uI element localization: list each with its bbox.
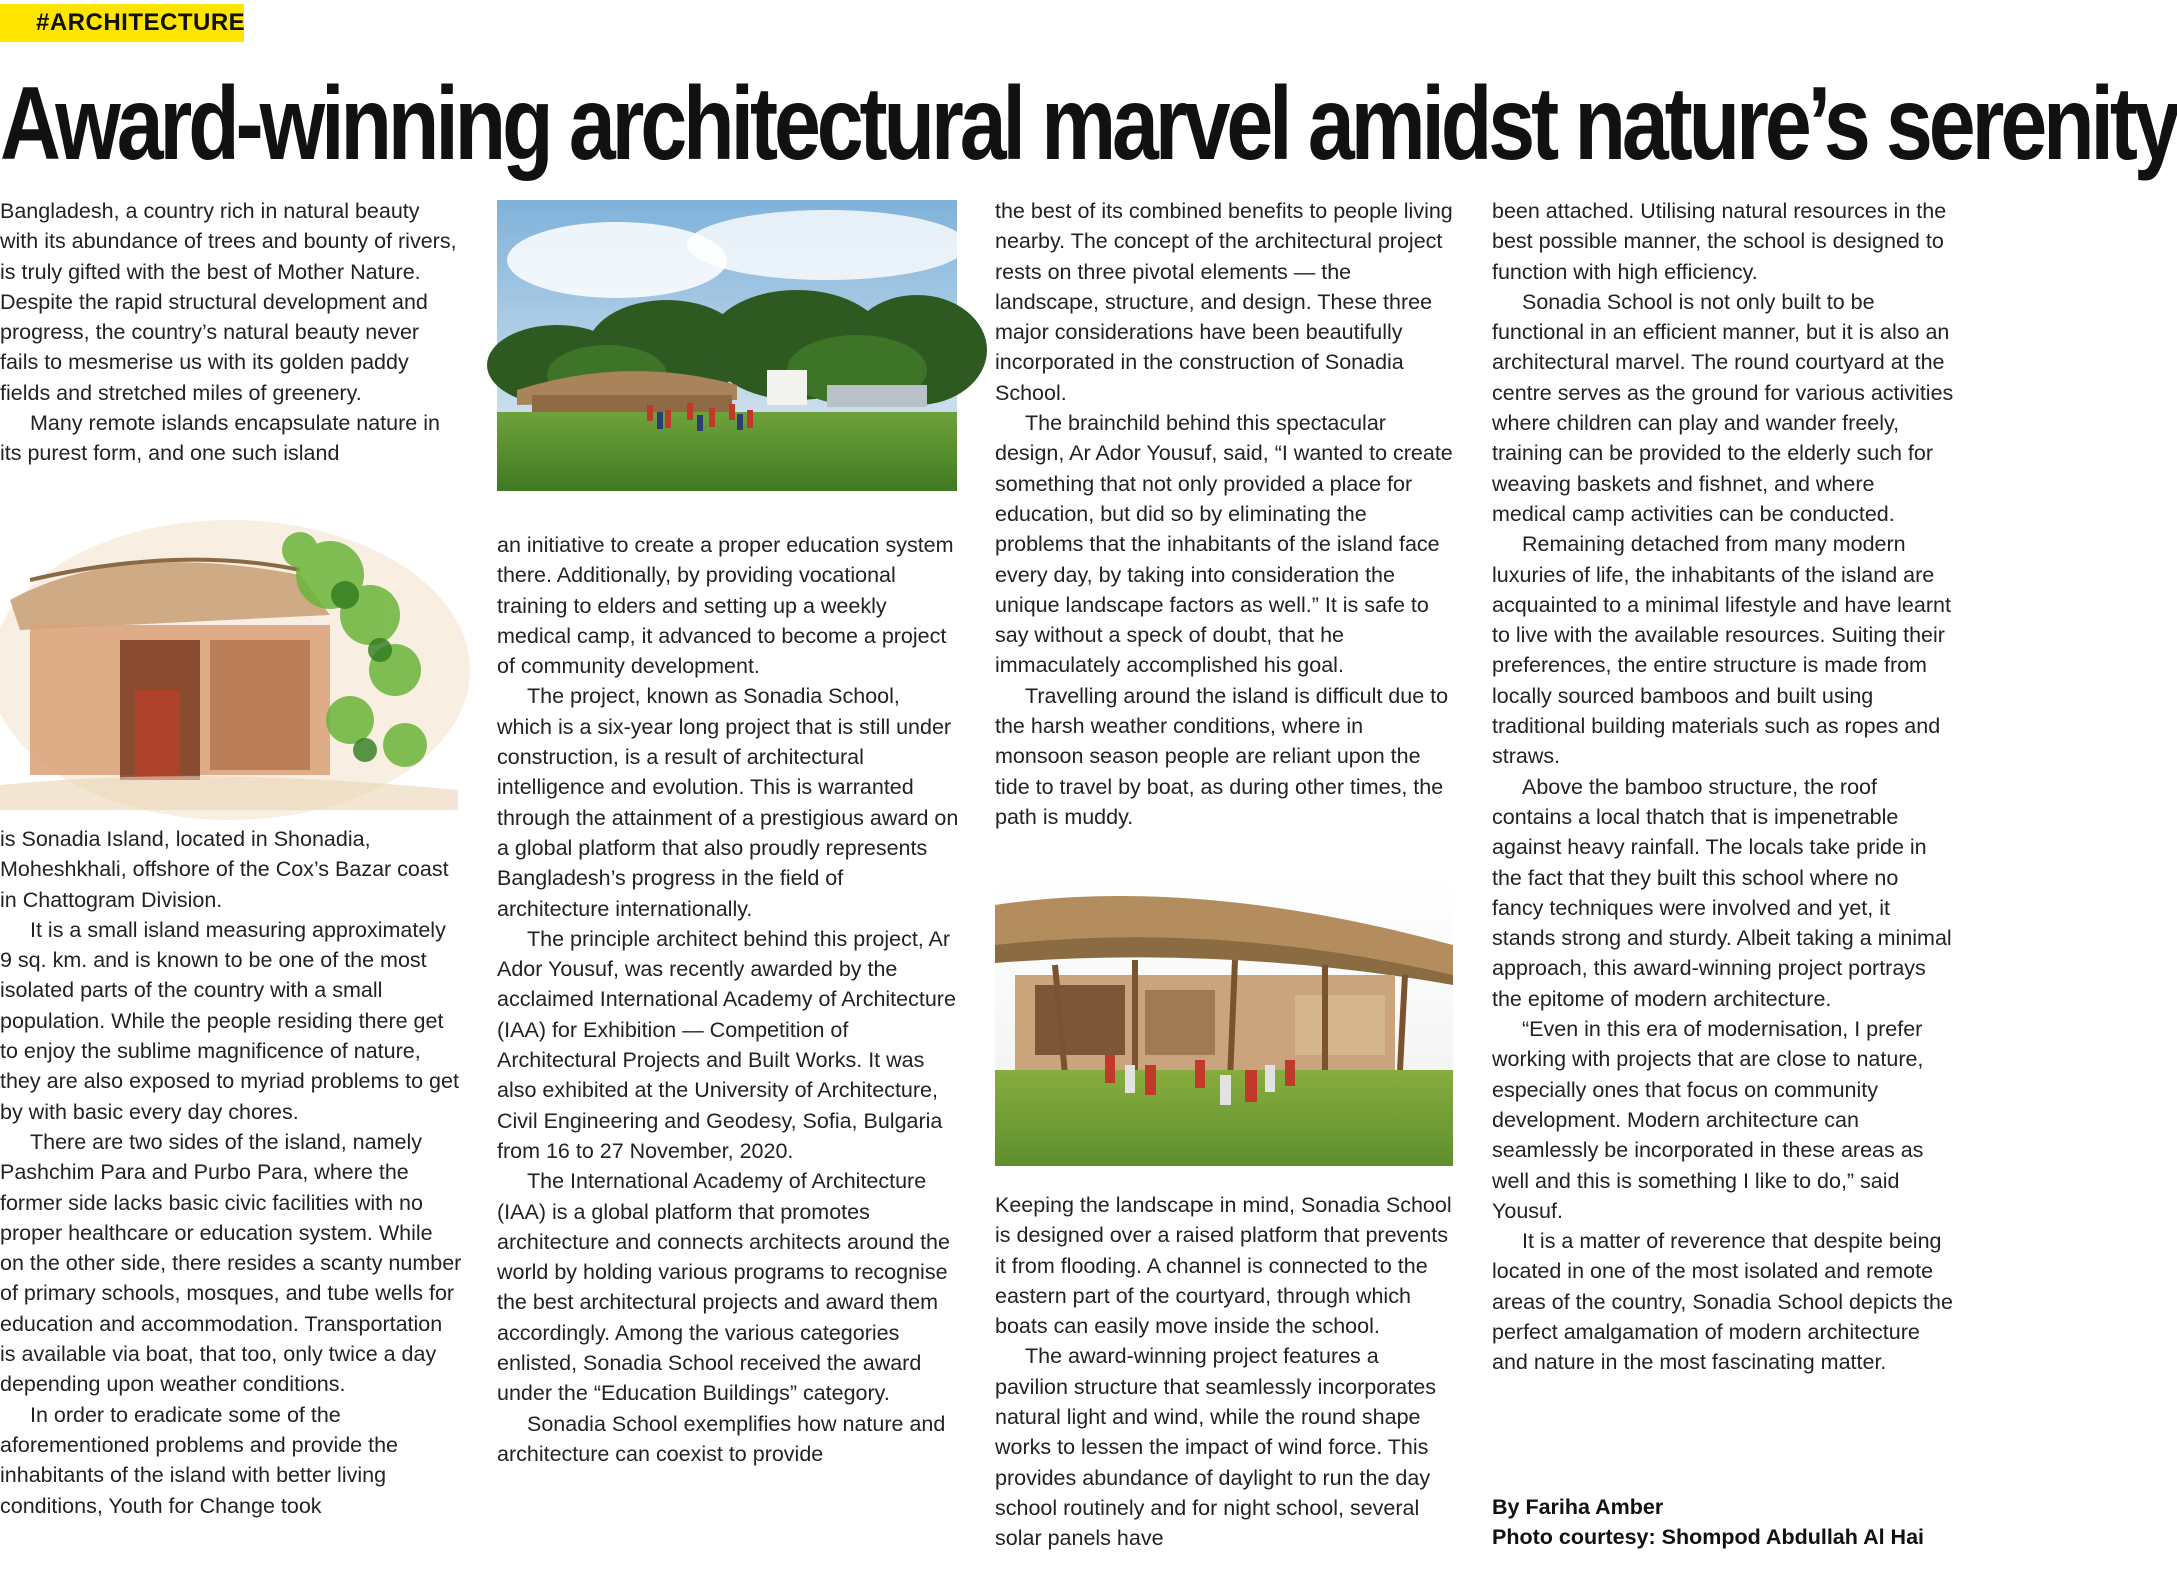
paragraph: the best of its combined benefits to people living nearby. The concept of the architectural project rests on three pivotal elements — the landscape, structure, and design. These three major considerations have been beautifully incorporated in the construction of Sonadia School. bbox=[995, 199, 1453, 405]
paragraph: The International Academy of Architecture (IAA) is a global platform that promotes architecture and connects architects around the world by holding various programs to recognise the best architectural projects and award them accordingly. Among the various categories enlisted, Sonadia School received the award under the “Education Buildings” category. bbox=[497, 1169, 950, 1406]
paragraph: an initiative to create a proper education system there. Additionally, by providing vocational training to elders and setting up a weekly medical camp, it advanced to become a project of community development. bbox=[497, 533, 954, 679]
paragraph: Bangladesh, a country rich in natural beauty with its abundance of trees and bounty of rivers, is truly gifted with the best of Mother Nature. Despite the rapid structural development and progress, the country’s natural beauty never fails to mesmerise us with its golden paddy fields and stretched miles of greenery. bbox=[0, 199, 457, 405]
byline bbox=[1492, 1492, 1954, 1553]
paragraph: Travelling around the island is difficult due to the harsh weather conditions, where in monsoon season people are reliant upon the tide to travel by boat, as during other times, the path is muddy. bbox=[995, 683, 1449, 829]
paragraph: is Sonadia Island, located in Shonadia, Moheshkhali, offshore of the Cox’s Bazar coast in Chattogram Division. bbox=[0, 827, 449, 912]
paragraph: Above the bamboo structure, the roof contains a local thatch that is impenetrable against heavy rainfall. The locals take pride in the fact that they built this school where no fancy techniques were involved and yet, it stands strong and sturdy. Albeit taking a minimal approach, this award-winning project portrays the epitome of modern architecture. bbox=[1492, 774, 1952, 1011]
paragraph: been attached. Utilising natural resources in the best possible manner, the school is designed to function with high efficiency. bbox=[1492, 199, 1947, 284]
column-2 bbox=[497, 530, 959, 1469]
column-1-top bbox=[0, 196, 462, 469]
section-tag: #ARCHITECTURE bbox=[0, 4, 244, 42]
paragraph: Keeping the landscape in mind, Sonadia School is designed over a raised platform that prevents it from flooding. A channel is connected to the eastern part of the courtyard, through which boats can easily move inside the school. bbox=[995, 1193, 1452, 1339]
paragraph: The project, known as Sonadia School, which is a six-year long project that is still under construction, is a result of architectural intelligence and evolution. This is warranted through the attainment of a prestigious award on a global platform that also proudly represents Bangladesh’s progress in the field of architecture internationally. bbox=[497, 684, 959, 921]
watercolor-hut-illustration bbox=[0, 520, 458, 810]
paragraph: Sonadia School exemplifies how nature and architecture can coexist to provide bbox=[497, 1411, 946, 1466]
paragraph: There are two sides of the island, namely Pashchim Para and Purbo Para, where the former side lacks basic civic facilities with no proper healthcare or education system. While on the other side, there resides a scanty number of primary schools, mosques, and tube wells for education and accommodation. Transportation is available via boat, that too, only twice a day depending upon weather conditions. bbox=[0, 1129, 462, 1397]
paragraph: It is a small island measuring approximately 9 sq. km. and is known to be one of the most isolated parts of the country with a small population. While the people residing there get to enjoy the sublime magnificence of nature, they are also exposed to myriad problems to get by with basic every day chores. bbox=[0, 917, 459, 1124]
headline: Award-winning architectural marvel amidst nature’s serenity bbox=[0, 66, 2177, 182]
column-3-top bbox=[995, 196, 1457, 832]
paragraph: Many remote islands encapsulate nature in its purest form, and one such island bbox=[0, 411, 440, 466]
paragraph: Remaining detached from many modern luxuries of life, the inhabitants of the island are acquainted to a minimal lifestyle and have learnt to live with the available resources. Suiting their preferences, the entire structure is made from locally sourced bamboos and built using traditional building materials such as ropes and straws. bbox=[1492, 532, 1951, 769]
author-credit: By Fariha Amber bbox=[1492, 1495, 1664, 1519]
paragraph: Sonadia School is not only built to be functional in an efficient manner, but it is also an architectural marvel. The round courtyard at the centre serves as the ground for various activities where children can play and wander freely, training can be provided to the elderly such for weaving baskets and fishnet, and where medical camp activities can be conducted. bbox=[1492, 289, 1954, 526]
photo-children-running-field bbox=[497, 200, 957, 491]
paragraph: The award-winning project features a pavilion structure that seamlessly incorporates natural light and wind, while the round shape works to lessen the impact of wind force. This provides abundance of daylight to run the day school routinely and for night school, several solar panels have bbox=[995, 1344, 1436, 1551]
paragraph: It is a matter of reverence that despite being located in one of the most isolated and remote areas of the country, Sonadia School depicts the perfect amalgamation of modern architecture and nature in the most fascinating matter. bbox=[1492, 1229, 1953, 1375]
photo-credit: Photo courtesy: Shompod Abdullah Al Hai bbox=[1492, 1525, 1924, 1550]
column-4 bbox=[1492, 196, 1954, 1378]
column-3-bottom bbox=[995, 1190, 1457, 1554]
photo-thatched-pavilion bbox=[995, 875, 1453, 1166]
paragraph: The principle architect behind this project, Ar Ador Yousuf, was recently awarded by the acclaimed International Academy of Architecture (IAA) for Exhibition — Competition of Architectural Projects and Built Works. It was also exhibited at the University of Architecture, Civil Engineering and Geodesy, Sofia, Bulgaria from 16 to 27 November, 2020. bbox=[497, 926, 956, 1163]
paragraph: In order to eradicate some of the aforementioned problems and provide the inhabitants of the island with better living conditions, Youth for Change took bbox=[0, 1402, 399, 1518]
paragraph: “Even in this era of modernisation, I prefer working with projects that are close to nature, especially ones that focus on community development. Modern architecture can seamlessly be incorporated in these areas as well and this is something I like to do,” said Yousuf. bbox=[1492, 1017, 1924, 1223]
column-1-bottom bbox=[0, 824, 462, 1521]
paragraph: The brainchild behind this spectacular design, Ar Ador Yousuf, said, “I wanted to create something that not only provided a place for education, but did so by eliminating the problems that the inhabitants of the island face every day, by taking into consideration the unique landscape factors as well.” It is safe to say without a speck of doubt, that he immaculately accomplished his goal. bbox=[995, 411, 1453, 678]
